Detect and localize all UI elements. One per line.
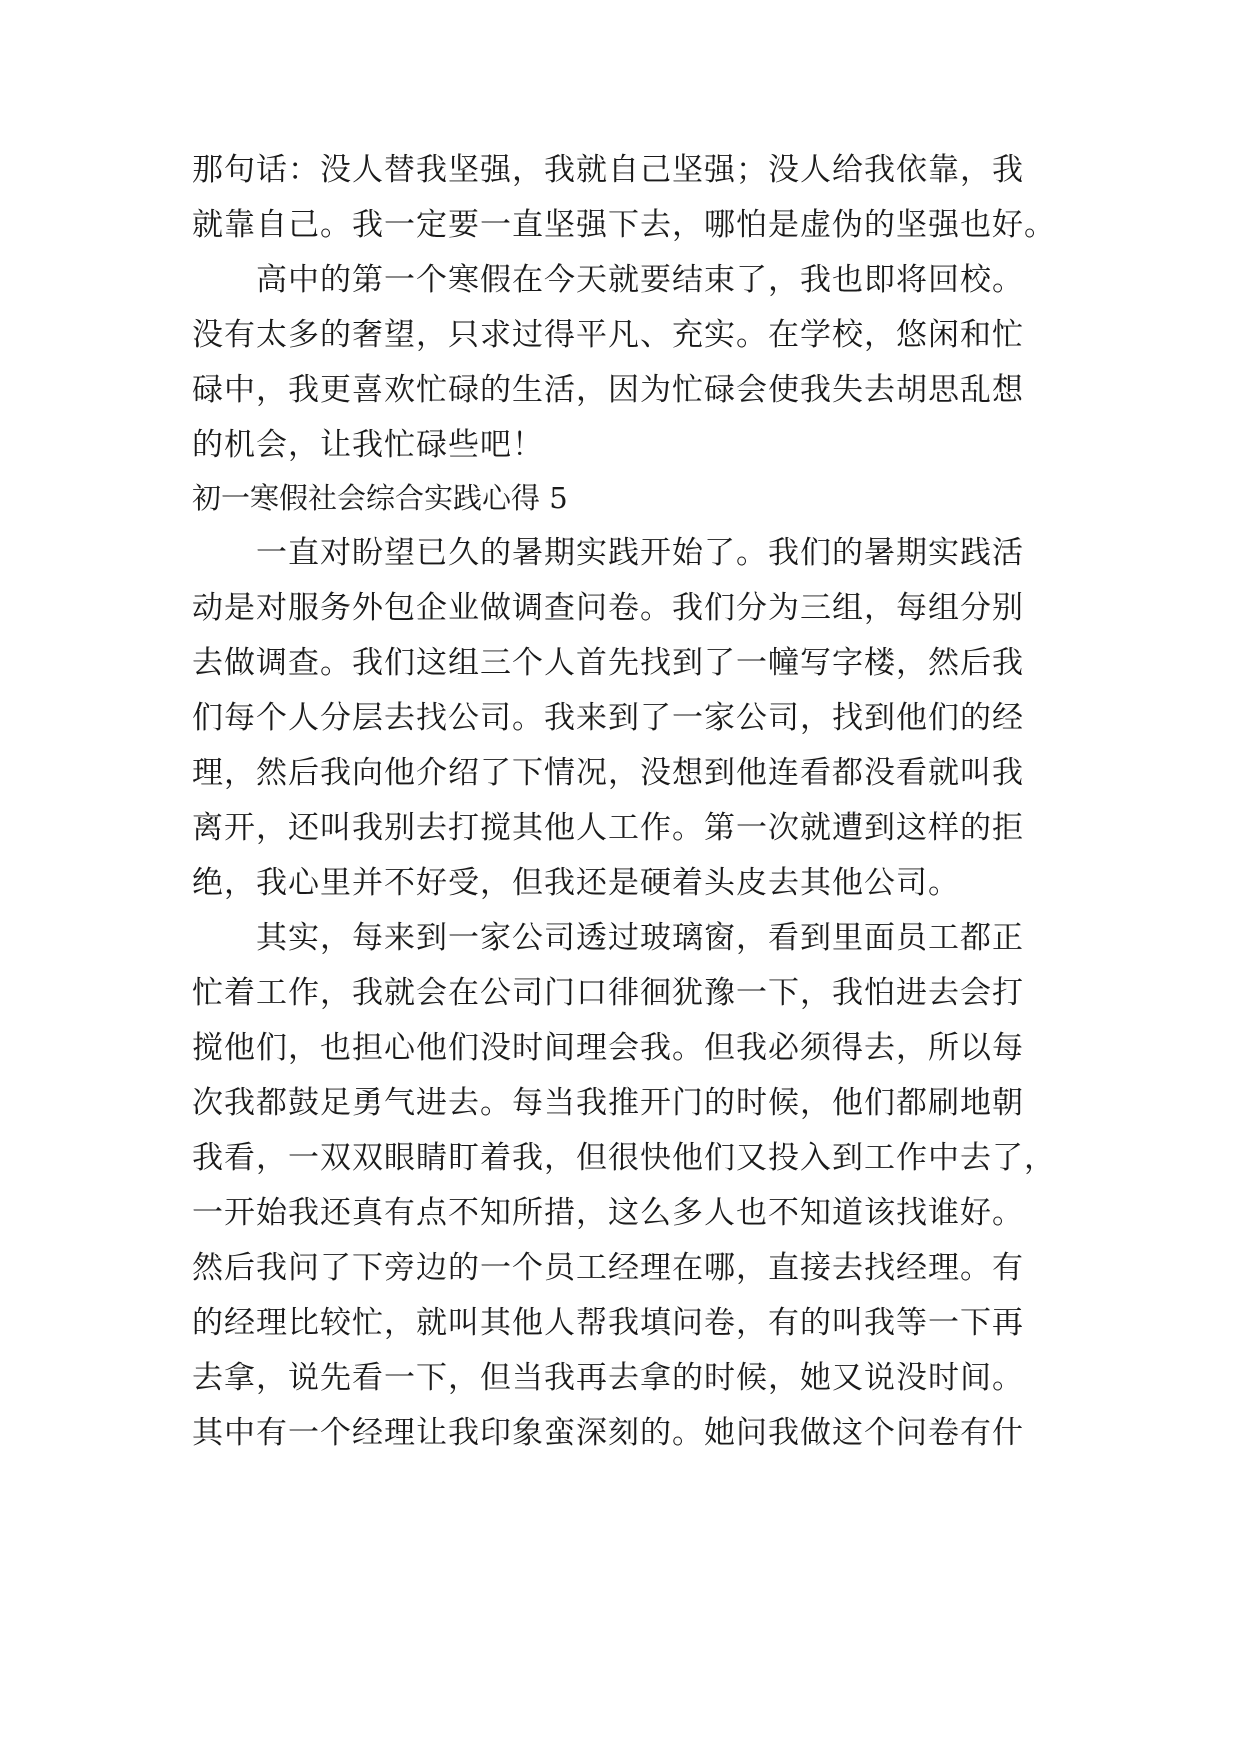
text-line: 去做调查。我们这组三个人首先找到了一幢写字楼，然后我	[192, 645, 1024, 681]
text-line: 的机会，让我忙碌些吧！	[192, 427, 544, 463]
text-line: 然后我问了下旁边的一个员工经理在哪，直接去找经理。有	[192, 1250, 1024, 1286]
text-line: 其中有一个经理让我印象蛮深刻的。她问我做这个问卷有什	[192, 1415, 1024, 1451]
text-line: 搅他们，也担心他们没时间理会我。但我必须得去，所以每	[192, 1030, 1024, 1066]
text-line: 去拿，说先看一下，但当我再去拿的时候，她又说没时间。	[192, 1360, 1024, 1396]
text-line: 碌中，我更喜欢忙碌的生活，因为忙碌会使我失去胡思乱想	[192, 372, 1024, 408]
text-line: 就靠自己。我一定要一直坚强下去，哪怕是虚伪的坚强也好。	[192, 207, 1056, 243]
text-line: 绝，我心里并不好受，但我还是硬着头皮去其他公司。	[192, 865, 960, 901]
text-line: 一开始我还真有点不知所措，这么多人也不知道该找谁好。	[192, 1195, 1024, 1231]
text-line: 离开，还叫我别去打搅其他人工作。第一次就遭到这样的拒	[192, 810, 1024, 846]
text-line: 我看，一双双眼睛盯着我，但很快他们又投入到工作中去了，	[192, 1140, 1056, 1176]
text-line: 那句话：没人替我坚强，我就自己坚强；没人给我依靠，我	[192, 152, 1024, 188]
text-line: 理，然后我向他介绍了下情况，没想到他连看都没看就叫我	[192, 755, 1024, 791]
text-line: 一直对盼望已久的暑期实践开始了。我们的暑期实践活	[192, 535, 1024, 571]
text-line: 的经理比较忙，就叫其他人帮我填问卷，有的叫我等一下再	[192, 1305, 1024, 1341]
text-line: 高中的第一个寒假在今天就要结束了，我也即将回校。	[192, 262, 1024, 298]
section-title: 初一寒假社会综合实践心得 5	[192, 481, 568, 515]
text-line: 次我都鼓足勇气进去。每当我推开门的时候，他们都刷地朝	[192, 1085, 1024, 1121]
text-line: 们每个人分层去找公司。我来到了一家公司，找到他们的经	[192, 700, 1024, 736]
text-line: 忙着工作，我就会在公司门口徘徊犹豫一下，我怕进去会打	[192, 975, 1024, 1011]
text-line: 没有太多的奢望，只求过得平凡、充实。在学校，悠闲和忙	[192, 317, 1024, 353]
text-line: 其实，每来到一家公司透过玻璃窗，看到里面员工都正	[192, 920, 1024, 956]
text-line: 动是对服务外包企业做调查问卷。我们分为三组，每组分别	[192, 590, 1024, 626]
